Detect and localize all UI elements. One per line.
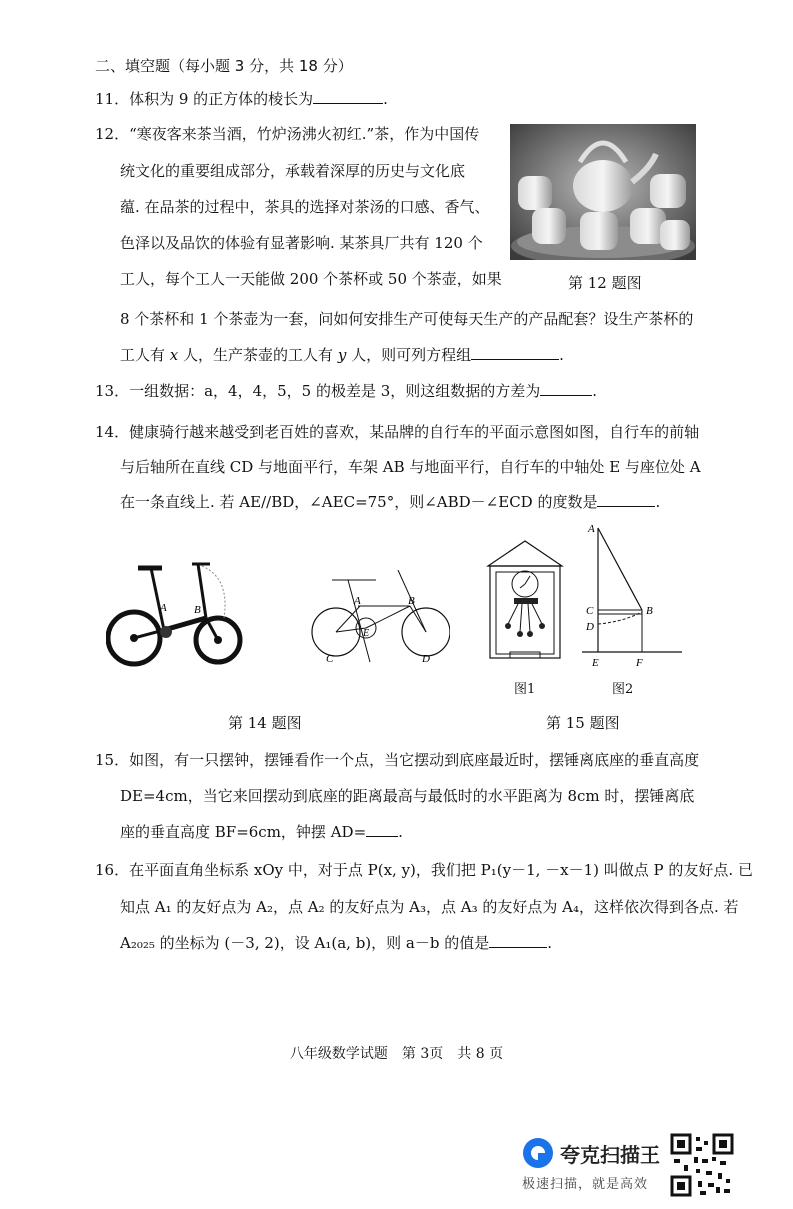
q14-caption: 第 14 题图 — [228, 714, 302, 732]
qr-code-icon — [670, 1133, 734, 1197]
q15-answer-blank[interactable] — [366, 822, 398, 837]
pendulum-clock-figure — [486, 540, 564, 660]
q16-line-1: 16．在平面直角坐标系 xOy 中，对于点 P(x, y)，我们把 P₁(y－1, －x－1) 叫做点 P 的友好点. 已 — [95, 861, 753, 879]
q13-answer-blank[interactable] — [540, 381, 592, 396]
diagram-label-c: C — [326, 653, 334, 665]
bicycle-diagram — [310, 570, 450, 675]
question-13: 13．一组数据：a，4，4，5，5 的极差是 3，则这组数据的方差为 . — [95, 382, 598, 400]
q14-line-1: 14．健康骑行越来越受到老百姓的喜欢，某品牌的自行车的平面示意图如图，自行车的前轴 — [95, 423, 700, 441]
q15-line-1: 15．如图，有一只摆钟，摆锤看作一个点，当它摆动到底座最近时，摆锤离底座的垂直高度 — [95, 751, 700, 769]
geo-label-b: B — [646, 605, 653, 617]
brand-slogan: 极速扫描，就是高效 — [522, 1177, 649, 1192]
brand-logo-icon — [522, 1137, 554, 1169]
pendulum-geometry-figure — [578, 522, 686, 672]
q15-fig2-label: 图2 — [612, 682, 634, 697]
diagram-label-d: D — [422, 653, 430, 665]
q16-line-2: 知点 A₁ 的友好点为 A₂，点 A₂ 的友好点为 A₃，点 A₃ 的友好点为 A₄，这样依次得到各点. 若 — [120, 898, 739, 916]
q15-fig1-label: 图1 — [514, 682, 536, 697]
q11-text: 11．体积为 9 的正方体的棱长为 — [95, 90, 314, 108]
q12-line-5: 工人，每个工人一天能做 200 个茶杯或 50 个茶壶，如果 — [120, 270, 502, 288]
q14-answer-blank[interactable] — [597, 492, 655, 507]
q16-line-3: A₂₀₂₅ 的坐标为 (－3, 2)，设 A₁(a, b)，则 a－b 的值是 . — [120, 934, 553, 952]
brand-name: 夸克扫描王 — [560, 1143, 660, 1167]
q12-answer-blank[interactable] — [471, 345, 559, 360]
q12-line-3: 蕴. 在品茶的过程中，茶具的选择对茶汤的口感、香气、 — [120, 198, 490, 216]
q14-line-2: 与后轴所在直线 CD 与地面平行，车架 AB 与地面平行，自行车的中轴处 E 与座位处 A — [120, 458, 701, 476]
diagram-label-b: B — [408, 595, 415, 607]
geo-label-c: C — [586, 605, 594, 617]
q15-line-3: 座的垂直高度 BF=6cm，钟摆 AD= . — [120, 823, 403, 841]
teaset-photo — [510, 124, 696, 260]
q11-answer-blank[interactable] — [313, 89, 383, 104]
q12-line-7: 工人有 x 人，生产茶壶的工人有 y 人，则可列方程组 . — [120, 346, 564, 364]
bicycle-photo — [106, 560, 246, 670]
q12-line-2: 统文化的重要组成部分，承载着深厚的历史与文化底 — [120, 162, 466, 180]
diagram-label-a: A — [354, 595, 361, 607]
section-title: 二、填空题（每小题 3 分，共 18 分） — [95, 57, 353, 75]
q12-line-6: 8 个茶杯和 1 个茶壶为一套，问如何安排生产可使每天生产的产品配套？设生产茶杯的 — [120, 310, 694, 328]
diagram-label-e: E — [363, 628, 370, 639]
q15-line-2: DE=4cm，当它来回摆动到底座的距离最高与最低时的水平距离为 8cm 时，摆锤离底 — [120, 787, 695, 805]
page-footer: 八年级数学试题 第 3页 共 8 页 — [289, 1046, 504, 1062]
q12-caption: 第 12 题图 — [568, 274, 642, 292]
question-11: 11．体积为 9 的正方体的棱长为 . — [95, 90, 388, 108]
geo-label-a: A — [588, 523, 595, 535]
geo-label-d: D — [586, 621, 594, 633]
q16-answer-blank[interactable] — [489, 933, 547, 948]
q12-line-4: 色泽以及品饮的体验有显著影响. 某茶具厂共有 120 个 — [120, 234, 483, 252]
q15-caption: 第 15 题图 — [546, 714, 620, 732]
bike-photo-label-a: A — [160, 602, 167, 614]
bike-photo-label-b: B — [194, 604, 201, 616]
geo-label-e: E — [592, 657, 599, 669]
geo-label-f: F — [636, 657, 643, 669]
q12-line-1: 12．“寒夜客来茶当酒，竹炉汤沸火初红.”茶，作为中国传 — [95, 125, 480, 143]
q14-line-3: 在一条直线上. 若 AE//BD，∠AEC=75°，则∠ABD－∠ECD 的度数是 . — [120, 493, 661, 511]
